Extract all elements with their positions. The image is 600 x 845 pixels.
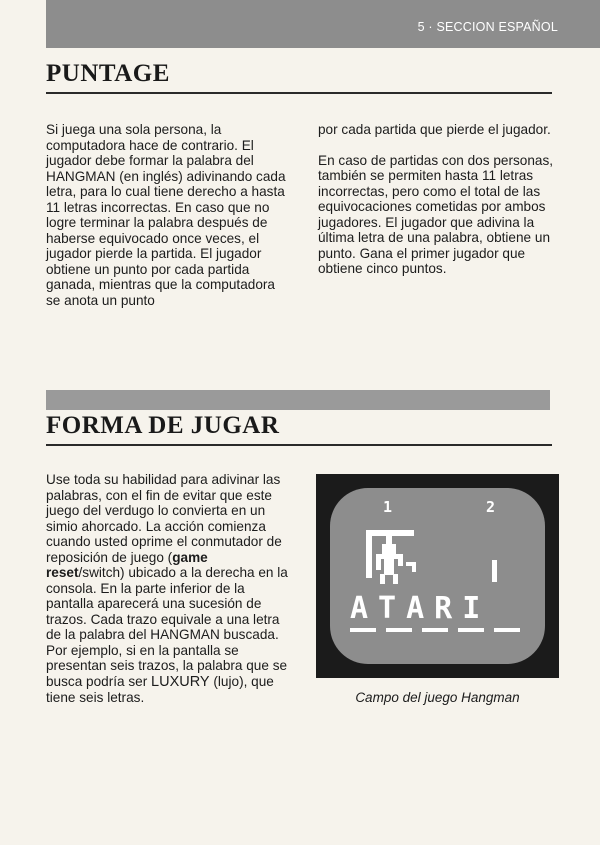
score-left-value: 1 — [383, 498, 393, 516]
score-right — [486, 498, 495, 516]
section-header-bar — [46, 0, 600, 48]
howto-paragraph — [46, 472, 290, 706]
game-screenshot — [316, 474, 559, 678]
howto-text-c: (lujo), que tiene seis letras. — [46, 673, 274, 705]
score-right-value: 2 — [486, 498, 496, 516]
word-dashes — [350, 628, 520, 632]
scoring-rule — [46, 92, 552, 94]
game-graphics — [330, 488, 545, 664]
howto-rule — [46, 444, 552, 446]
hanged-figure — [376, 544, 416, 584]
figure-caption: Campo del juego Hangman — [355, 690, 520, 705]
howto-text-a: Use toda su habilidad para adivinar las palabras, con el fin de evitar que este juego del verdugo lo convierta en un simio ahorcado. La acción comienza cuando usted oprime el conmutador de reposición de juego ( — [46, 472, 282, 565]
scoring-column-left — [46, 122, 292, 308]
scoring-paragraph-3: En caso de partidas con dos personas, también se permiten hasta 11 letras incorrectas, pero como el total de las equivocaciones cometidas por ambos jugadores. El jugador que adivina la última letra de una palabra, obtiene un punto. Gana el primer jugador que obtiene cinco puntos. — [318, 152, 554, 276]
howto-bold-term: game reset — [46, 549, 208, 580]
section-divider-bar — [46, 390, 550, 410]
scoring-title: PUNTAGE — [46, 60, 170, 87]
scoring-column-right — [318, 122, 558, 277]
section-label: 5 · SECCION ESPAÑOL — [417, 20, 558, 34]
howto-column — [46, 472, 290, 706]
hidden-word: ATARI — [350, 591, 491, 626]
howto-title: FORMA DE JUGAR — [46, 412, 280, 439]
howto-text-b: /switch) ubicado a la derecha en la consola. En la parte inferior de la pantalla aparecerá una sucesión de trazos. Cada trazo equivale a una letra de la palabra del HANGMAN buscada. Por ejemplo, si en la pantalla se presentan seis trazos, la palabra que se busca podría ser — [46, 565, 288, 689]
score-left — [383, 498, 392, 516]
game-screen — [330, 488, 545, 664]
scoring-paragraph-1: Si juega una sola persona, la computadora hace de contrario. El jugador debe formar la palabra del HANGMAN (en inglés) adivinando cada letra, para lo cual tiene derecho a hasta 11 letras incorrectas. En caso que no logre terminar la palabra después de haberse equivocado once veces, el jugador pierde la partida. El jugador obtiene un punto por cada partida ganada, mientras que la computadora se anota un punto — [46, 122, 286, 308]
scoring-paragraph-2: por cada partida que pierde el jugador. — [318, 122, 551, 137]
tally-mark — [492, 560, 497, 582]
howto-example-word: LUXURY — [151, 673, 210, 690]
